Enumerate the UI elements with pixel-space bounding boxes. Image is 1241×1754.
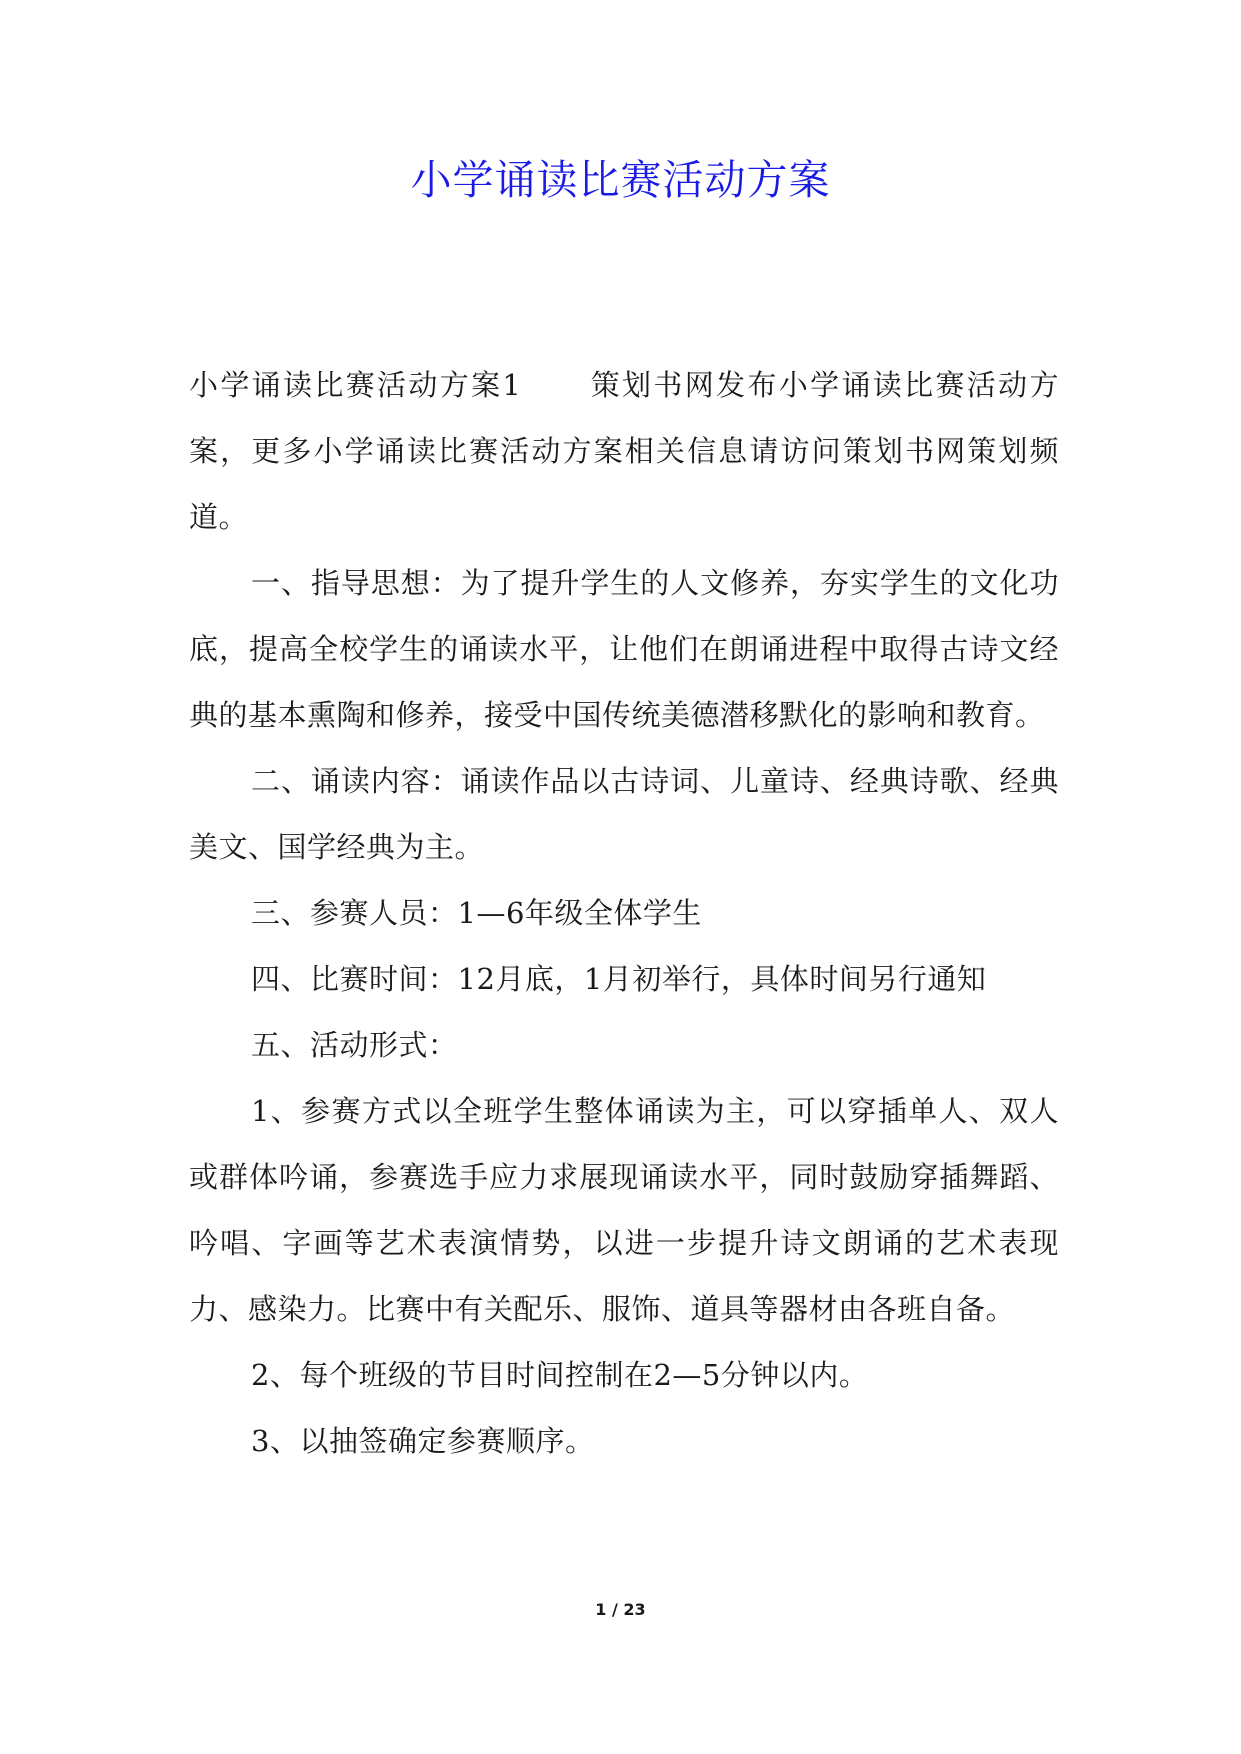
paragraph-item-1: 1、参赛方式以全班学生整体诵读为主，可以穿插单人、双人或群体吟诵，参赛选手应力求展现诵读水平，同时鼓励穿插舞蹈、吟唱、字画等艺术表演情势，以进一步提升诗文朗诵的艺术表现力、感染力。比赛中有关配乐、服饰、道具等器材由各班自备。: [189, 1094, 1059, 1326]
paragraph-participants: 三、参赛人员：1—6年级全体学生: [251, 896, 702, 930]
intro-heading: 小学诵读比赛活动方案1: [189, 368, 522, 402]
paragraph-reading-content: 二、诵读内容：诵读作品以古诗词、儿童诗、经典诗歌、经典美文、国学经典为主。: [189, 764, 1059, 864]
paragraph-guiding-idea: 一、指导思想：为了提升学生的人文修养，夯实学生的文化功底，提高全校学生的诵读水平，让他们在朗诵进程中取得古诗文经典的基本熏陶和修养，接受中国传统美德潜移默化的影响和教育。: [189, 566, 1059, 732]
document-title: 小学诵读比赛活动方案: [410, 156, 831, 204]
paragraph-competition-time: 四、比赛时间：12月底，1月初举行，具体时间另行通知: [251, 962, 987, 996]
paragraph-item-3: 3、以抽签确定参赛顺序。: [251, 1424, 595, 1458]
intro-text: 策划书网发布小学诵读比赛活动方案，更多小学诵读比赛活动方案相关信息请访问策划书网策划频道。: [189, 368, 1059, 534]
intro-gap: [521, 368, 590, 402]
page-indicator: 1 / 23: [595, 1600, 646, 1619]
document-body: [189, 352, 1059, 1474]
paragraph-activity-form: 五、活动形式：: [251, 1028, 458, 1062]
paragraph-item-2: 2、每个班级的节目时间控制在2—5分钟以内。: [251, 1358, 869, 1392]
intro-paragraph: [189, 352, 1059, 550]
